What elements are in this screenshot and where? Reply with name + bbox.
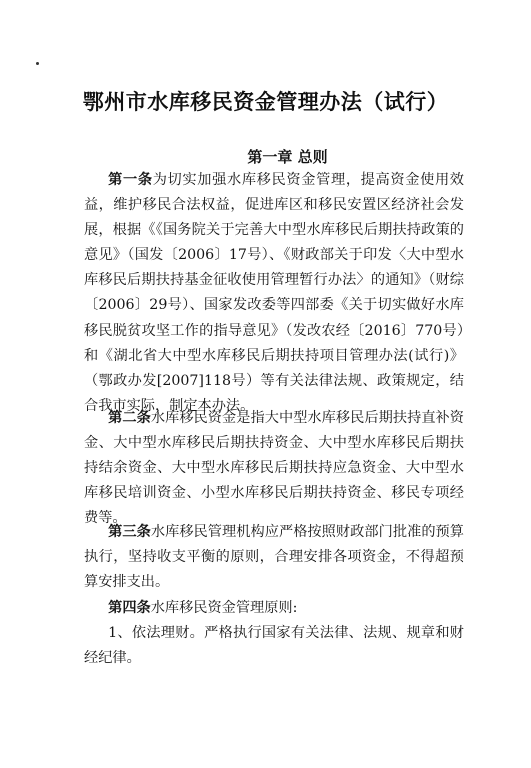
chapter-heading: 第一章 总则	[247, 148, 328, 166]
article-label: 第二条	[108, 410, 151, 426]
list-item: 1、依法理财。严格执行国家有关法律、法规、规章和财经纪律。	[84, 625, 464, 667]
article-text: 水库移民资金是指大中型水库移民后期扶持直补资金、大中型水库移民后期扶持资金、大中型水库移民后期扶持结余资金、大中型水库移民后期扶持应急资金、大中型水库移民培训资金、小型水库移民后期扶持资金、移民专项经费等。	[84, 410, 464, 527]
scan-speck	[36, 62, 39, 65]
article-text: 水库移民管理机构应严格按照财政部门批准的预算执行，坚持收支平衡的原则，合理安排各项资金，不得超预算安排支出。	[84, 524, 464, 591]
article-text: 水库移民资金管理原则:	[150, 600, 298, 616]
article-label: 第一条	[108, 172, 153, 188]
article-text: 为切实加强水库移民资金管理，提高资金使用效益，维护移民合法权益，促进库区和移民安置区经济社会发展，根据《《国务院关于完善大中型水库移民后期扶持政策的意见》（国发〔2006〕17号）、《财政部关于印发〈大中型水库移民后期扶持基金征收使用管理暂行办法〉的通知》（财综〔2006〕29号）、国家发改委等四部委《关于切实做好水库移民脱贫攻坚工作的指导意见》（发改农经〔2016〕770号）和《湖北省大中型水库移民后期扶持项目管理办法(试行)》（鄂政办发[2007]118号）等有关法律法规、政策规定，结合我市实际，制定本办法。	[84, 172, 464, 414]
article-2	[84, 406, 464, 531]
article-label: 第四条	[108, 600, 151, 616]
article-label: 第三条	[108, 524, 151, 540]
article-3	[84, 520, 464, 595]
document-title: 鄂州市水库移民资金管理办法（试行）	[82, 90, 449, 115]
article-1	[84, 168, 464, 419]
article-4	[84, 596, 464, 621]
